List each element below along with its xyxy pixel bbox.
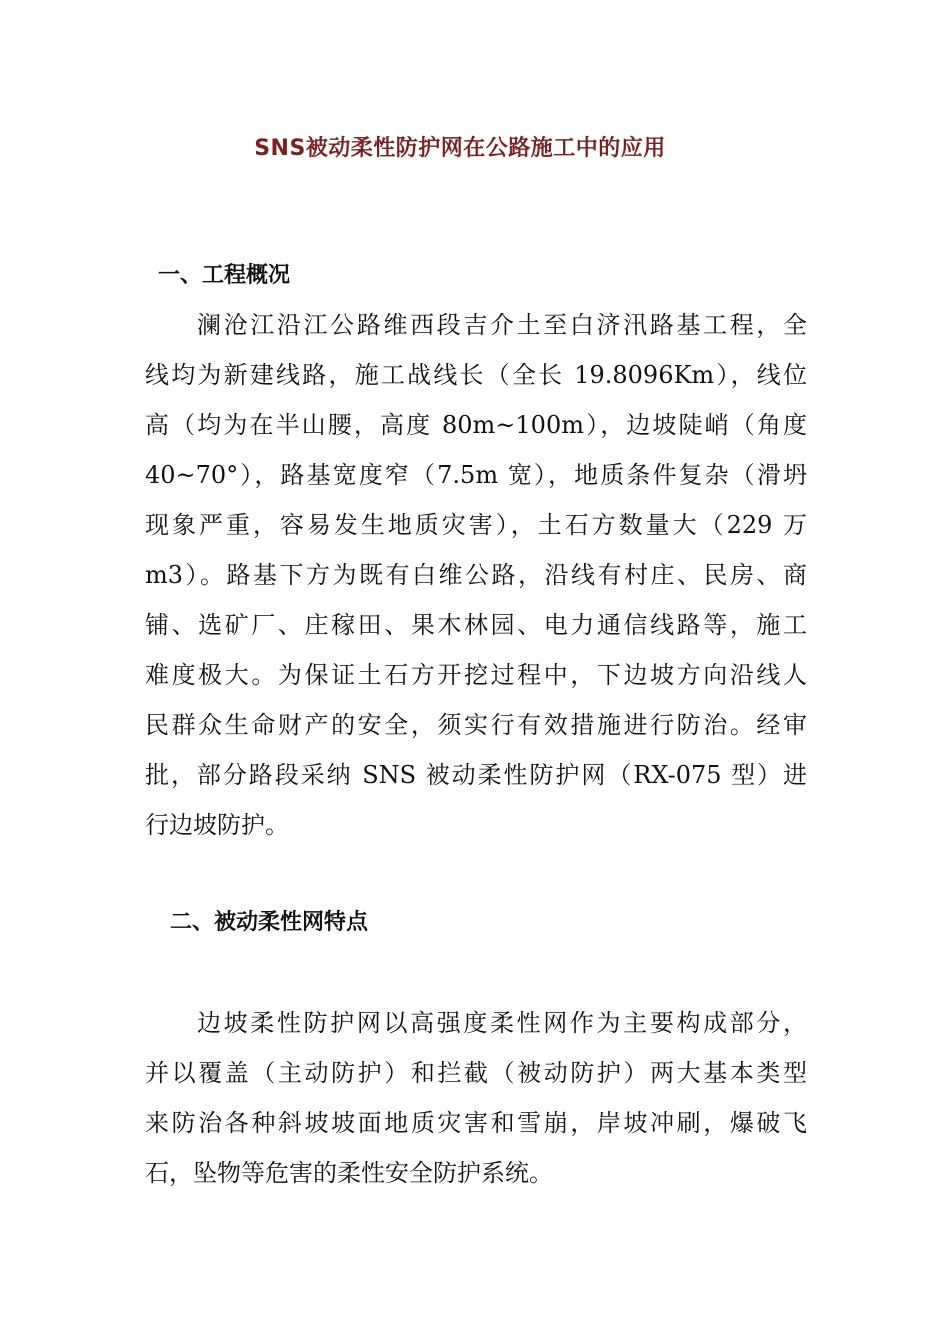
section-paragraph-overview bbox=[145, 300, 807, 850]
paragraph-line: 来防治各种斜坡坡面地质灾害和雪崩，岸坡冲刷，爆破飞 bbox=[145, 1109, 807, 1137]
paragraph-line: 批，部分路段采纳 SNS 被动柔性防护网（RX-075 型）进 bbox=[145, 761, 807, 789]
document-title: SNS被动柔性防护网在公路施工中的应用 bbox=[254, 136, 666, 161]
paragraph-line: 澜沧江沿江公路维西段吉介土至白济汛路基工程，全 bbox=[197, 311, 807, 339]
paragraph-line: 高（均为在半山腰，高度 80m~100m），边坡陡峭（角度 bbox=[145, 411, 807, 439]
paragraph-line: 民群众生命财产的安全，须实行有效措施进行防治。经审 bbox=[145, 711, 807, 739]
paragraph-line: 难度极大。为保证土石方开挖过程中，下边坡方向沿线人 bbox=[145, 661, 807, 689]
paragraph-line: 石，坠物等危害的柔性安全防护系统。 bbox=[145, 1159, 553, 1187]
section-heading-features: 二、被动柔性网特点 bbox=[170, 910, 369, 935]
paragraph-line: 现象严重，容易发生地质灾害），土石方数量大（229 万 bbox=[145, 511, 807, 539]
paragraph-line: 40~70°），路基宽度窄（7.5m 宽），地质条件复杂（滑坍 bbox=[145, 461, 807, 489]
paragraph-line: m3）。路基下方为既有白维公路，沿线有村庄、民房、商 bbox=[145, 561, 807, 589]
paragraph-line: 线均为新建线路，施工战线长（全长 19.8096Km），线位 bbox=[145, 361, 807, 389]
paragraph-line: 铺、选矿厂、庄稼田、果木林园、电力通信线路等，施工 bbox=[145, 611, 807, 639]
paragraph-line: 并以覆盖（主动防护）和拦截（被动防护）两大基本类型 bbox=[145, 1059, 807, 1087]
section-paragraph-features bbox=[145, 998, 807, 1198]
section-heading-overview: 一、工程概况 bbox=[158, 263, 291, 288]
paragraph-line: 行边坡防护。 bbox=[145, 811, 289, 839]
paragraph-line: 边坡柔性防护网以高强度柔性网作为主要构成部分， bbox=[197, 1009, 807, 1037]
